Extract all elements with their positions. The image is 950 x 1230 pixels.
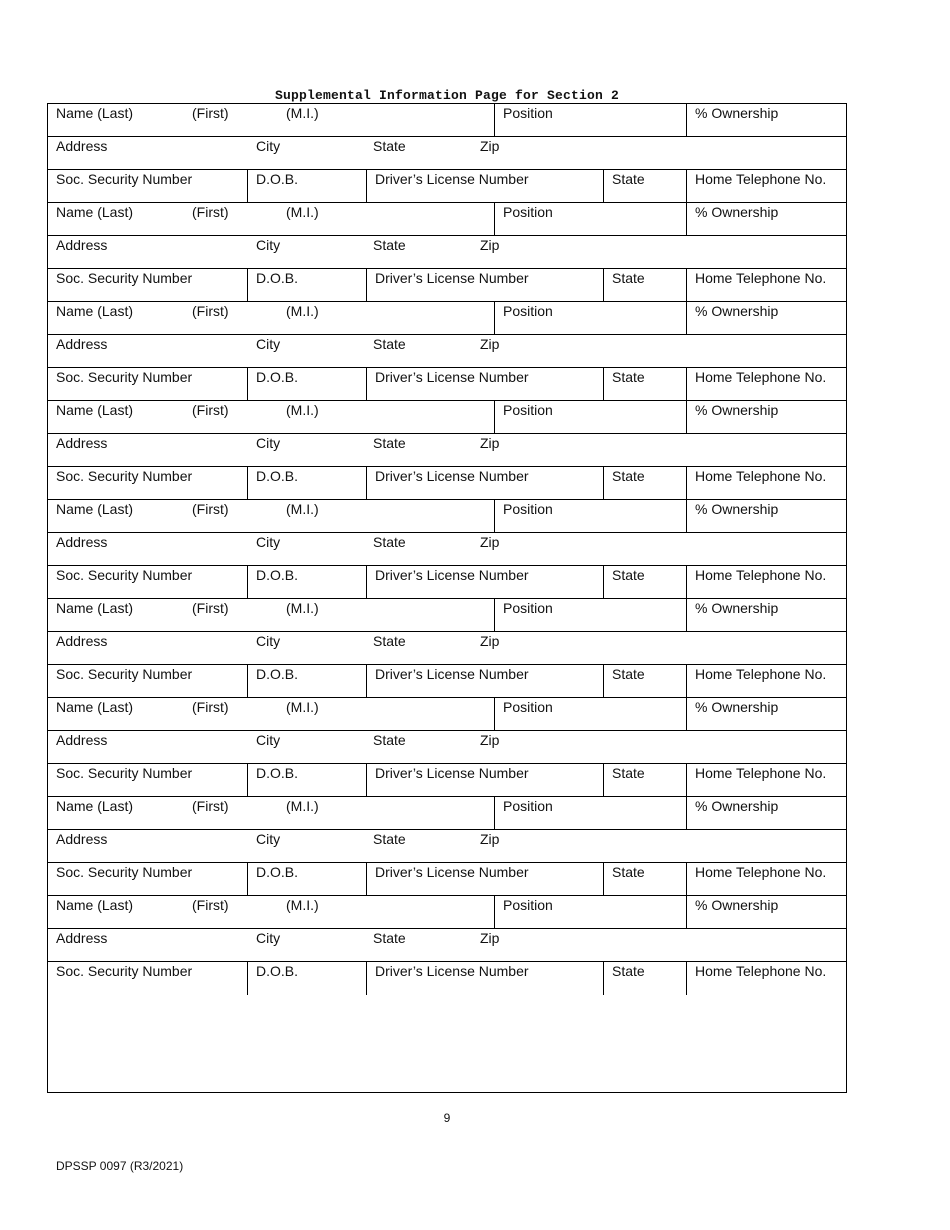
label-name-last: Name (Last) [56, 798, 134, 814]
page-title: Supplemental Information Page for Section 2 [274, 88, 620, 103]
label-ownership: % Ownership [695, 204, 779, 220]
block-9-divider-dob [247, 962, 248, 995]
label-position: Position [503, 699, 553, 715]
label-ownership: % Ownership [695, 105, 779, 121]
label-dl-state: State [612, 270, 645, 286]
label-address: Address [56, 237, 108, 253]
block-7-divider-dob [247, 764, 248, 797]
block-3-line-1 [48, 334, 846, 335]
label-city: City [256, 237, 281, 253]
label-name-last: Name (Last) [56, 600, 134, 616]
block-5-divider-ownership [686, 500, 687, 533]
block-7-line-2 [48, 763, 846, 764]
label-mi: (M.I.) [286, 105, 319, 121]
label-mi: (M.I.) [286, 402, 319, 418]
label-city: City [256, 435, 281, 451]
label-dob: D.O.B. [256, 666, 299, 682]
block-3-divider-phone [686, 368, 687, 401]
block-3-divider-dl-state [603, 368, 604, 401]
block-6-divider-ownership [686, 599, 687, 632]
label-dl-state: State [612, 468, 645, 484]
label-city: City [256, 534, 281, 550]
label-home-phone: Home Telephone No. [695, 468, 827, 484]
label-address: Address [56, 633, 108, 649]
block-5-divider-position [494, 500, 495, 533]
label-home-phone: Home Telephone No. [695, 369, 827, 385]
block-1-divider-position [494, 104, 495, 137]
block-4-divider-position [494, 401, 495, 434]
supplemental-info-form [47, 103, 847, 1093]
label-zip: Zip [480, 633, 500, 649]
block-1-divider-ownership [686, 104, 687, 137]
block-2-divider-phone [686, 269, 687, 302]
label-dl-state: State [612, 666, 645, 682]
label-name-last: Name (Last) [56, 303, 134, 319]
label-zip: Zip [480, 336, 500, 352]
block-5-line-2 [48, 565, 846, 566]
label-state: State [373, 930, 406, 946]
block-4-divider-ownership [686, 401, 687, 434]
block-8-divider-position [494, 797, 495, 830]
block-6-divider-dob [247, 665, 248, 698]
label-city: City [256, 732, 281, 748]
label-address: Address [56, 435, 108, 451]
label-state: State [373, 336, 406, 352]
block-8-line-2 [48, 862, 846, 863]
block-2-divider-position [494, 203, 495, 236]
block-9-divider-ownership [686, 896, 687, 929]
label-first: (First) [192, 402, 229, 418]
label-home-phone: Home Telephone No. [695, 666, 827, 682]
label-dl-state: State [612, 567, 645, 583]
label-dob: D.O.B. [256, 864, 299, 880]
block-2-top-line [48, 202, 846, 203]
label-position: Position [503, 303, 553, 319]
label-home-phone: Home Telephone No. [695, 864, 827, 880]
label-name-last: Name (Last) [56, 204, 134, 220]
label-position: Position [503, 897, 553, 913]
block-9-divider-position [494, 896, 495, 929]
label-drivers-license: Driver’s License Number [375, 765, 529, 781]
label-drivers-license: Driver’s License Number [375, 270, 529, 286]
label-city: City [256, 831, 281, 847]
label-name-last: Name (Last) [56, 699, 134, 715]
label-city: City [256, 336, 281, 352]
label-mi: (M.I.) [286, 204, 319, 220]
label-dob: D.O.B. [256, 171, 299, 187]
block-8-divider-ownership [686, 797, 687, 830]
block-6-line-1 [48, 631, 846, 632]
block-4-divider-dl [366, 467, 367, 500]
label-position: Position [503, 501, 553, 517]
label-drivers-license: Driver’s License Number [375, 468, 529, 484]
block-3-top-line [48, 301, 846, 302]
block-4-divider-dob [247, 467, 248, 500]
block-8-divider-phone [686, 863, 687, 896]
label-state: State [373, 732, 406, 748]
label-zip: Zip [480, 732, 500, 748]
block-6-line-2 [48, 664, 846, 665]
label-first: (First) [192, 303, 229, 319]
label-address: Address [56, 732, 108, 748]
label-first: (First) [192, 897, 229, 913]
label-mi: (M.I.) [286, 501, 319, 517]
label-name-last: Name (Last) [56, 897, 134, 913]
block-5-top-line [48, 499, 846, 500]
block-3-divider-position [494, 302, 495, 335]
label-state: State [373, 237, 406, 253]
block-5-divider-dl [366, 566, 367, 599]
label-drivers-license: Driver’s License Number [375, 369, 529, 385]
block-2-divider-dl [366, 269, 367, 302]
label-ssn: Soc. Security Number [56, 567, 193, 583]
label-home-phone: Home Telephone No. [695, 963, 827, 979]
block-2-line-1 [48, 235, 846, 236]
block-9-divider-dl-state [603, 962, 604, 995]
label-zip: Zip [480, 138, 500, 154]
label-ownership: % Ownership [695, 798, 779, 814]
label-dob: D.O.B. [256, 963, 299, 979]
label-position: Position [503, 600, 553, 616]
label-dob: D.O.B. [256, 567, 299, 583]
label-mi: (M.I.) [286, 600, 319, 616]
label-city: City [256, 930, 281, 946]
block-3-divider-ownership [686, 302, 687, 335]
label-city: City [256, 138, 281, 154]
block-1-divider-dl [366, 170, 367, 203]
label-dl-state: State [612, 963, 645, 979]
block-3-divider-dob [247, 368, 248, 401]
label-address: Address [56, 336, 108, 352]
block-6-divider-phone [686, 665, 687, 698]
label-address: Address [56, 831, 108, 847]
label-ownership: % Ownership [695, 402, 779, 418]
block-8-divider-dl [366, 863, 367, 896]
block-9-line-1 [48, 928, 846, 929]
block-4-divider-dl-state [603, 467, 604, 500]
block-8-divider-dl-state [603, 863, 604, 896]
label-address: Address [56, 930, 108, 946]
label-address: Address [56, 138, 108, 154]
block-5-divider-dob [247, 566, 248, 599]
label-home-phone: Home Telephone No. [695, 270, 827, 286]
block-6-divider-dl-state [603, 665, 604, 698]
label-mi: (M.I.) [286, 798, 319, 814]
label-zip: Zip [480, 831, 500, 847]
block-6-divider-dl [366, 665, 367, 698]
label-ownership: % Ownership [695, 897, 779, 913]
block-8-top-line [48, 796, 846, 797]
block-7-line-1 [48, 730, 846, 731]
label-home-phone: Home Telephone No. [695, 567, 827, 583]
label-mi: (M.I.) [286, 699, 319, 715]
block-8-divider-dob [247, 863, 248, 896]
label-zip: Zip [480, 435, 500, 451]
label-name-last: Name (Last) [56, 402, 134, 418]
label-ssn: Soc. Security Number [56, 765, 193, 781]
label-ssn: Soc. Security Number [56, 369, 193, 385]
label-ownership: % Ownership [695, 600, 779, 616]
block-1-divider-dob [247, 170, 248, 203]
label-dob: D.O.B. [256, 765, 299, 781]
block-4-line-1 [48, 433, 846, 434]
label-first: (First) [192, 600, 229, 616]
block-7-divider-position [494, 698, 495, 731]
label-state: State [373, 435, 406, 451]
block-4-line-2 [48, 466, 846, 467]
label-ssn: Soc. Security Number [56, 270, 193, 286]
block-7-top-line [48, 697, 846, 698]
label-home-phone: Home Telephone No. [695, 765, 827, 781]
label-ssn: Soc. Security Number [56, 171, 193, 187]
label-drivers-license: Driver’s License Number [375, 864, 529, 880]
label-ssn: Soc. Security Number [56, 864, 193, 880]
label-dl-state: State [612, 765, 645, 781]
label-mi: (M.I.) [286, 897, 319, 913]
block-5-divider-phone [686, 566, 687, 599]
block-7-divider-dl [366, 764, 367, 797]
block-6-top-line [48, 598, 846, 599]
label-state: State [373, 534, 406, 550]
label-first: (First) [192, 699, 229, 715]
label-mi: (M.I.) [286, 303, 319, 319]
block-1-divider-phone [686, 170, 687, 203]
label-ownership: % Ownership [695, 501, 779, 517]
label-state: State [373, 138, 406, 154]
label-dl-state: State [612, 369, 645, 385]
label-name-last: Name (Last) [56, 105, 134, 121]
block-1-line-1 [48, 136, 846, 137]
block-7-divider-ownership [686, 698, 687, 731]
block-8-line-1 [48, 829, 846, 830]
label-dl-state: State [612, 864, 645, 880]
block-2-divider-ownership [686, 203, 687, 236]
block-5-line-1 [48, 532, 846, 533]
block-3-line-2 [48, 367, 846, 368]
block-2-divider-dl-state [603, 269, 604, 302]
label-zip: Zip [480, 534, 500, 550]
label-home-phone: Home Telephone No. [695, 171, 827, 187]
block-7-divider-dl-state [603, 764, 604, 797]
label-dob: D.O.B. [256, 468, 299, 484]
block-9-top-line [48, 895, 846, 896]
label-ownership: % Ownership [695, 699, 779, 715]
label-state: State [373, 633, 406, 649]
label-zip: Zip [480, 930, 500, 946]
block-6-divider-position [494, 599, 495, 632]
label-drivers-license: Driver’s License Number [375, 171, 529, 187]
label-ownership: % Ownership [695, 303, 779, 319]
label-name-last: Name (Last) [56, 501, 134, 517]
label-ssn: Soc. Security Number [56, 666, 193, 682]
label-city: City [256, 633, 281, 649]
label-drivers-license: Driver’s License Number [375, 666, 529, 682]
page-number: 9 [443, 1111, 451, 1125]
block-2-line-2 [48, 268, 846, 269]
label-ssn: Soc. Security Number [56, 963, 193, 979]
form-id: DPSSP 0097 (R3/2021) [56, 1159, 184, 1173]
block-3-divider-dl [366, 368, 367, 401]
label-dl-state: State [612, 171, 645, 187]
label-drivers-license: Driver’s License Number [375, 963, 529, 979]
block-1-divider-dl-state [603, 170, 604, 203]
label-position: Position [503, 798, 553, 814]
block-9-line-2 [48, 961, 846, 962]
label-position: Position [503, 402, 553, 418]
label-first: (First) [192, 105, 229, 121]
block-1-line-2 [48, 169, 846, 170]
block-4-divider-phone [686, 467, 687, 500]
label-drivers-license: Driver’s License Number [375, 567, 529, 583]
block-9-divider-dl [366, 962, 367, 995]
block-9-divider-phone [686, 962, 687, 995]
label-ssn: Soc. Security Number [56, 468, 193, 484]
block-7-divider-phone [686, 764, 687, 797]
label-first: (First) [192, 501, 229, 517]
label-first: (First) [192, 204, 229, 220]
label-position: Position [503, 204, 553, 220]
label-dob: D.O.B. [256, 369, 299, 385]
label-address: Address [56, 534, 108, 550]
label-first: (First) [192, 798, 229, 814]
label-dob: D.O.B. [256, 270, 299, 286]
label-position: Position [503, 105, 553, 121]
block-4-top-line [48, 400, 846, 401]
label-zip: Zip [480, 237, 500, 253]
block-2-divider-dob [247, 269, 248, 302]
block-5-divider-dl-state [603, 566, 604, 599]
label-state: State [373, 831, 406, 847]
